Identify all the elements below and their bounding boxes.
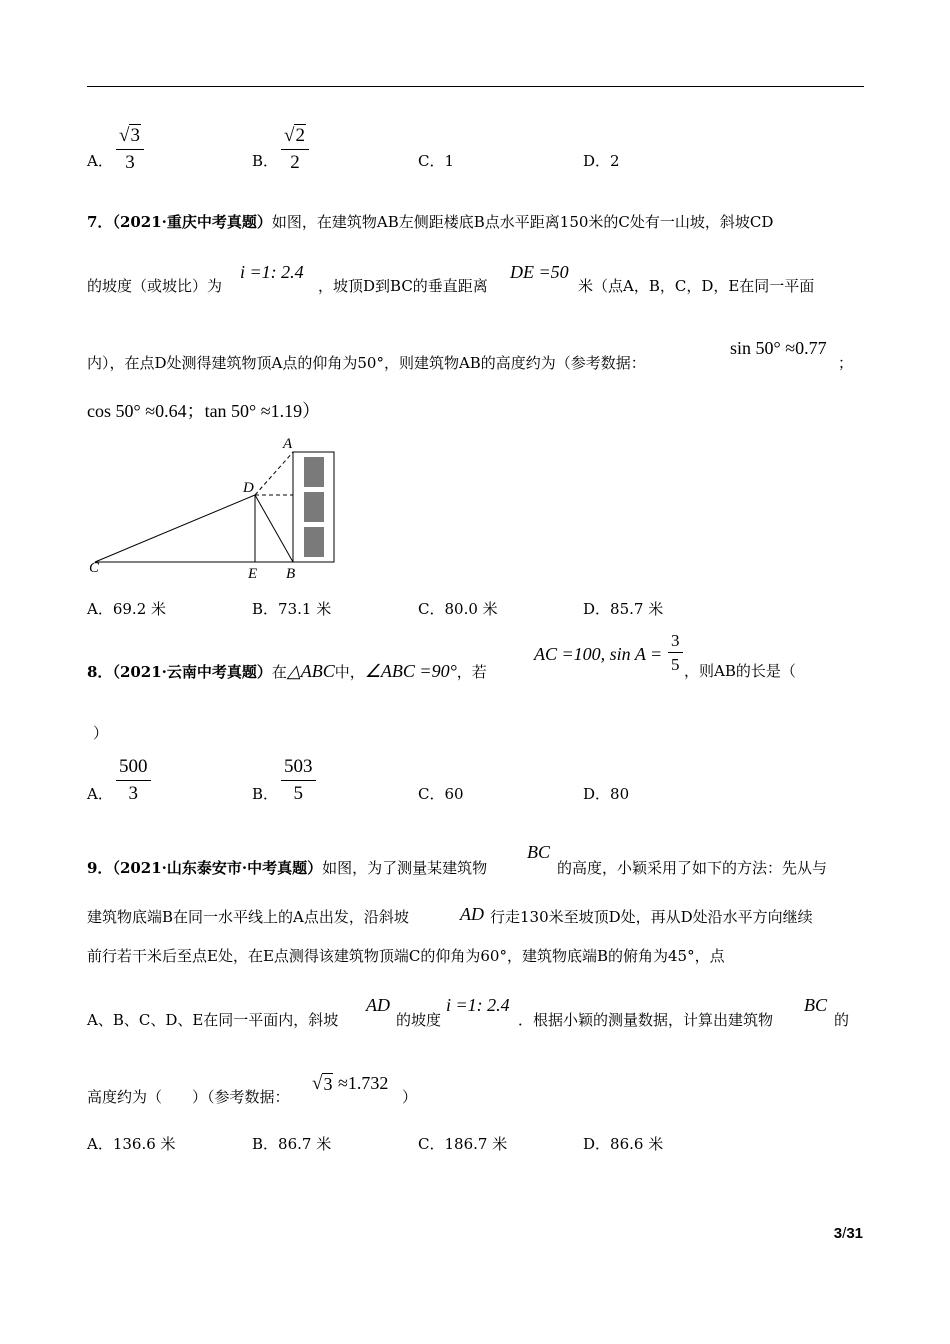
q8-option-c: C．60: [418, 785, 464, 803]
q7-option-b: B．73.1 米: [252, 600, 332, 618]
q6-option-a: A．: [87, 152, 113, 170]
q9-line-4: A、B、C、D、E在同一平面内，斜坡: [87, 1011, 339, 1029]
q7-de-value: DE =50: [510, 262, 569, 282]
q7-sin-value: sin 50° ≈0.77: [730, 338, 827, 358]
q7-figure: [85, 432, 345, 582]
q6-option-b-value: √ 2 2: [281, 124, 309, 174]
q7-line-1: 7．（2021·重庆中考真题）如图，在建筑物AB左侧距楼底B点水平距离150米的C处有一山坡，斜坡CD: [87, 213, 774, 231]
q6-option-d: D．2: [583, 152, 620, 170]
q9-option-d: D．86.6 米: [583, 1135, 664, 1153]
label-c: C: [89, 560, 100, 576]
label-d: D: [243, 480, 254, 496]
building-window-2: [304, 492, 324, 522]
label-a: A: [283, 436, 293, 452]
label-b: B: [286, 566, 296, 582]
q8-given-values: AC =100, sin A =: [534, 644, 663, 664]
q9-line-3: 前行若干米后至点E处，在E点测得该建筑物顶端C的仰角为60°，建筑物底端B的俯角为45°，点: [87, 947, 725, 965]
q6-option-a-value: √ 3 3: [116, 124, 144, 174]
q8-option-d: D．80: [583, 785, 630, 803]
q7-line-3: 内），在点D处测得建筑物顶A点的仰角为50°，则建筑物AB的高度约为（参考数据：: [87, 354, 646, 372]
line-db: [255, 495, 293, 562]
q9-line-1-end: 的高度，小颖采用了如下的方法：先从与: [557, 859, 828, 877]
q7-line-4: cos 50° ≈0.64；tan 50° ≈1.19）: [87, 401, 321, 421]
q9-bc-2: BC: [804, 995, 828, 1015]
q8-line-1: 8．（2021·云南中考真题）在△ABC中，∠ABC =90°，若: [87, 661, 487, 681]
q9-line-1: 9．（2021·山东泰安市·中考真题）如图，为了测量某建筑物: [87, 859, 488, 877]
q6-option-b: B．: [252, 152, 279, 170]
q9-line-2: 建筑物底端B在同一水平线上的A点出发，沿斜坡: [87, 908, 409, 926]
q7-line-2-b: ，坡顶D到BC的垂直距离: [318, 277, 488, 295]
q9-sqrt3-value: √ 3 ≈1.732: [312, 1073, 389, 1094]
q8-sin-fraction: $\frac{3}{5}$: [668, 631, 683, 674]
q9-slope-ratio: i =1: 2.4: [446, 995, 510, 1015]
q7-slope-ratio: i =1: 2.4: [240, 262, 304, 282]
building-window-1: [304, 457, 324, 487]
q7-line-2: 的坡度（或坡比）为: [87, 277, 223, 295]
q9-option-a: A．136.6 米: [87, 1135, 176, 1153]
label-e: E: [248, 566, 258, 582]
q7-separator: ；: [838, 354, 854, 372]
q8-option-a: A．: [87, 785, 113, 803]
header-rule: [87, 86, 864, 87]
slope-cd: [95, 495, 255, 562]
page-number: 3/31: [833, 1225, 863, 1242]
building-window-3: [304, 527, 324, 557]
q9-option-b: B．86.7 米: [252, 1135, 332, 1153]
q8-option-a-value: $\frac{500}{3}$: [116, 756, 151, 805]
q9-line-5-end: ）: [402, 1088, 418, 1106]
q9-ad-1: AD: [460, 904, 484, 924]
q7-option-c: C．80.0 米: [418, 600, 498, 618]
q7-line-2-c: 米（点A，B，C，D，E在同一平面: [578, 277, 815, 295]
q9-line-4-b: 的坡度: [396, 1011, 442, 1029]
q8-option-b-value: $\frac{503}{5}$: [281, 756, 316, 805]
q6-option-c: C．1: [418, 152, 455, 170]
q9-option-c: C．186.7 米: [418, 1135, 508, 1153]
q8-option-b: B．: [252, 785, 279, 803]
q9-line-4-c: ．根据小颖的测量数据，计算出建筑物: [518, 1011, 774, 1029]
q8-line-2: ）: [93, 724, 109, 742]
sight-line-da: [255, 452, 293, 495]
q9-line-4-end: 的: [834, 1011, 850, 1029]
q9-line-2-end: 行走130米至坡顶D处，再从D处沿水平方向继续: [490, 908, 813, 926]
q9-ad-2: AD: [366, 995, 390, 1015]
q8-line-1-end: ，则AB的长是（: [684, 662, 796, 680]
q9-line-5: 高度约为（ ）（参考数据：: [87, 1088, 290, 1106]
q9-bc-1: BC: [527, 842, 551, 862]
q7-option-a: A．69.2 米: [87, 600, 167, 618]
q7-option-d: D．85.7 米: [583, 600, 664, 618]
